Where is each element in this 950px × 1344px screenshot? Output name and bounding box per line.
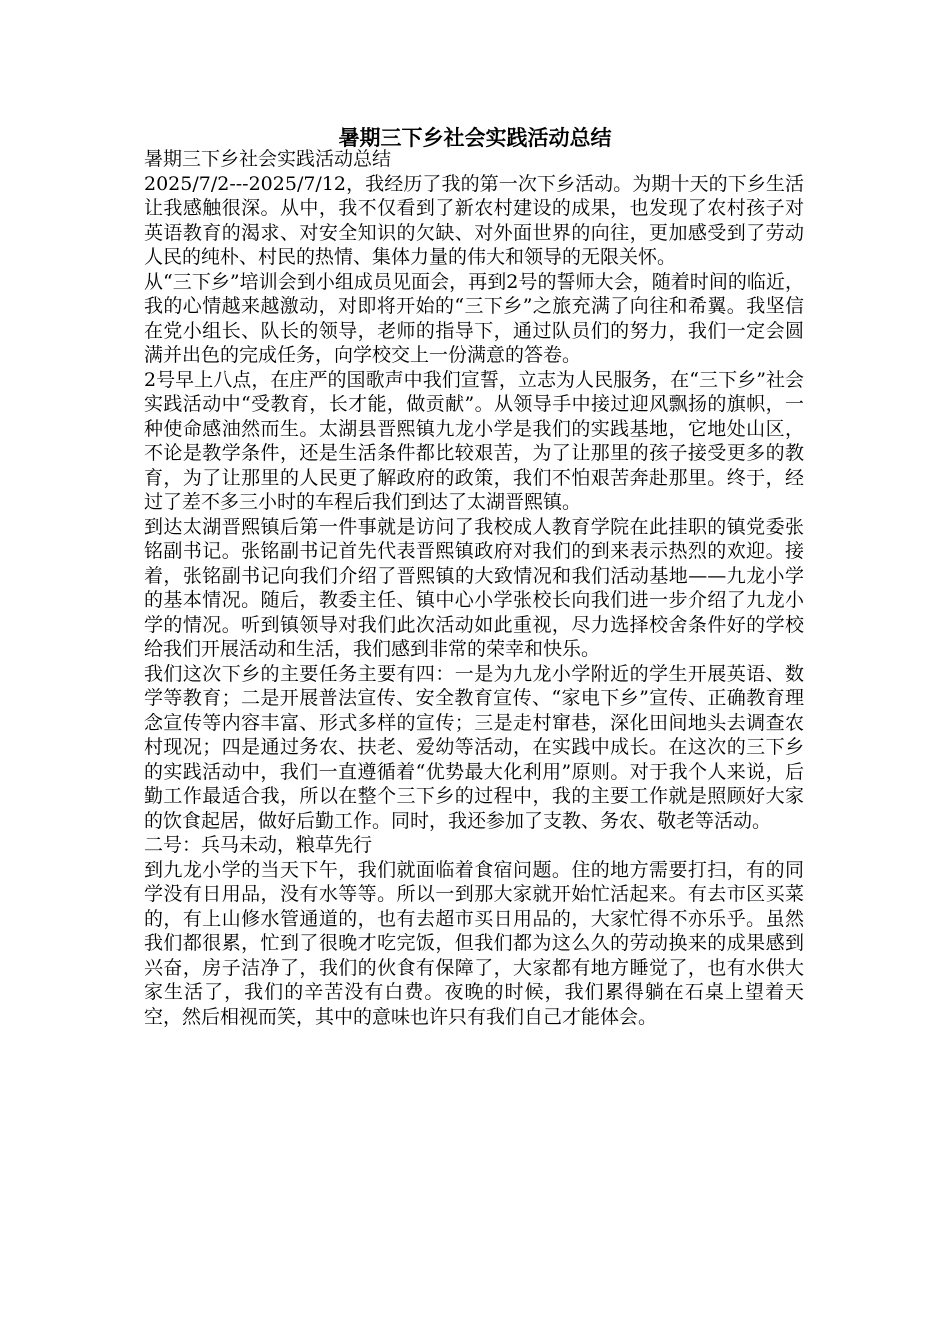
paragraph-subtitle: 暑期三下乡社会实践活动总结 (144, 148, 392, 170)
paragraph: 我们这次下乡的主要任务主要有四：一是为九龙小学附近的学生开展英语、数学等教育；二是开展普法宣传、安全教育宣传、“家电下乡”宣传、正确教育理念宣传等内容丰富、形式多样的宣传；三是走村窜巷，深化田间地头去调查农村现况；四是通过务农、扶老、爱幼等活动，在实践中成长。在这次的三下乡的实践活动中，我们一直遵循着“优势最大化利用”原则。对于我个人来说，后勤工作最适合我，所以在整个三下乡的过程中，我的主要工作就是照顾好大家的饮食起居，做好后勤工作。同时，我还参加了支教、务农、敬老等活动。 (144, 662, 804, 832)
paragraph: 从“三下乡”培训会到小组成员见面会，再到2号的誓师大会，随着时间的临近，我的心情越来越激动，对即将开始的“三下乡”之旅充满了向往和希翼。我坚信在党小组长、队长的领导，老师的指导下，通过队员们的努力，我们一定会圆满并出色的完成任务，向学校交上一份满意的答卷。 (144, 270, 804, 366)
section-heading: 二号：兵马未动，粮草先行 (144, 834, 373, 856)
paragraph: 到九龙小学的当天下午，我们就面临着食宿问题。住的地方需要打扫，有的同学没有日用品，没有水等等。所以一到那大家就开始忙活起来。有去市区买菜的，有上山修水管通道的，也有去超市买日用品的，大家忙得不亦乐乎。虽然我们都很累，忙到了很晚才吃完饭，但我们都为这么久的劳动换来的成果感到兴奋，房子洁净了，我们的伙食有保障了，大家都有地方睡觉了，也有水供大家生活了，我们的辛苦没有白费。夜晚的时候，我们累得躺在石桌上望着天空，然后相视而笑，其中的意味也许只有我们自己才能体会。 (144, 858, 804, 1028)
paragraph: 到达太湖晋熙镇后第一件事就是访问了我校成人教育学院在此挂职的镇党委张铭副书记。张铭副书记首先代表晋熙镇政府对我们的到来表示热烈的欢迎。接着，张铭副书记向我们介绍了晋熙镇的大致情况和我们活动基地——九龙小学的基本情况。随后，教委主任、镇中心小学张校长向我们进一步介绍了九龙小学的情况。听到镇领导对我们此次活动如此重视，尽力选择校舍条件好的学校给我们开展活动和生活，我们感到非常的荣幸和快乐。 (144, 515, 804, 660)
paragraph: 2025/7/2---2025/7/12，我经历了我的第一次下乡活动。为期十天的下乡生活让我感触很深。从中，我不仅看到了新农村建设的成果，也发现了农村孩子对英语教育的渴求、对安全知识的欠缺、对外面世界的向往，更加感受到了劳动人民的纯朴、村民的热情、集体力量的伟大和领导的无限关怀。 (144, 172, 804, 268)
paragraph: 2号早上八点，在庄严的国歌声中我们宣誓，立志为人民服务，在“三下乡”社会实践活动中“受教育，长才能，做贡献”。从领导手中接过迎风飘扬的旗帜，一种使命感油然而生。太湖县晋熙镇九龙小学是我们的实践基地，它地处山区，不论是教学条件，还是生活条件都比较艰苦，为了让那里的孩子接受更多的教育，为了让那里的人民更了解政府的政策，我们不怕艰苦奔赴那里。终于，经过了差不多三小时的车程后我们到达了太湖晋熙镇。 (144, 368, 804, 513)
document-title: 暑期三下乡社会实践活动总结 (338, 125, 612, 150)
document-body (144, 147, 804, 1029)
